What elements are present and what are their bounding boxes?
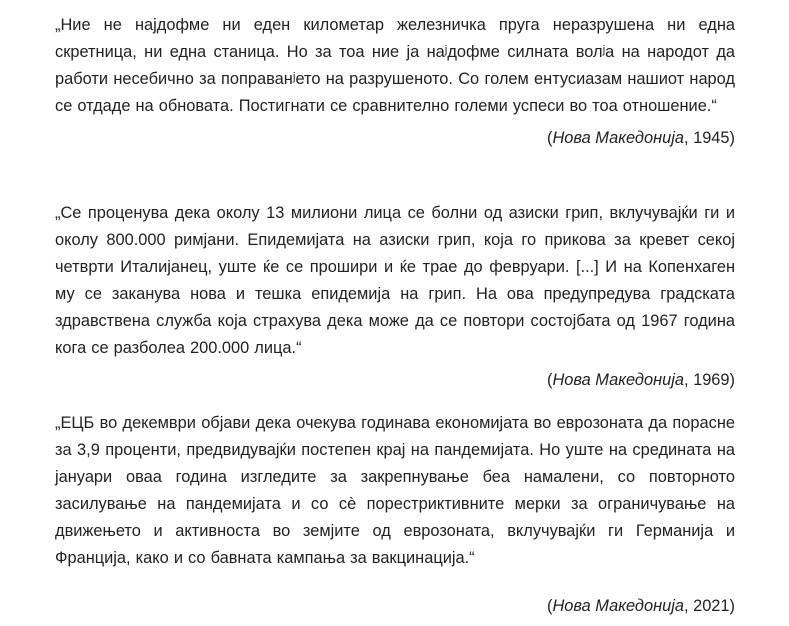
source-year: , 1945)	[683, 129, 735, 147]
quote-text: „Ние не најдофме ни еден километар железничка пруга неразрушена ни една скретница, ни една станица. Но за тоа ние ја наʲдофме силната волʲа на народот да работи несебично за поправанʲето на разрушеното. Со голем ентусиазам нашиот народ се отдаде на обновата. Постигнати се сравнително големи успеси во тоа отношение.“	[55, 16, 735, 115]
quote-source	[55, 595, 735, 617]
source-year: , 2021)	[683, 597, 735, 615]
quote-text: „Се проценува дека околу 13 милиони лица се болни од азиски грип, вклучувајќи ги и околу 800.000 римјани. Епидемијата на азиски грип, која го прикова за кревет секој четврти Италијанец, уште ќе се прошири и ќе трае до февруари. [...] И на Копенхаген му се заканува нова и тешка епидемија на грип. На ова предупредува градската здравствена служба која страхува дека може да се повтори состојбата од 1967 година кога се разболеа 200.000 лица.“	[55, 204, 735, 357]
source-publication: Нова Македонија	[552, 371, 684, 389]
quote-block-1945	[55, 12, 735, 149]
source-year: , 1969)	[683, 371, 735, 389]
source-publication: Нова Македонија	[552, 597, 684, 615]
quote-block-1969	[55, 200, 735, 391]
quote-block-2021	[55, 410, 735, 617]
quote-source	[55, 369, 735, 391]
source-publication: Нова Македонија	[552, 129, 684, 147]
quote-source	[55, 127, 735, 149]
quote-text: „ЕЦБ во декември објави дека очекува годинава економијата во еврозоната да порасне за 3,9 проценти, предвидувајќи постепен крај на пандемијата. Но уште на средината на јануари оваа година изгледите за закрепнување беа намалени, со повторното засилување на пандемијата и со сè порестриктивните мерки за ограничување на движењето и активноста во земјите од еврозоната, вклучувајќи ги Германија и Франција, како и со бавната кампања за вакцинација.“	[55, 414, 735, 567]
source-open: (	[546, 597, 553, 615]
source-open: (	[546, 129, 553, 147]
source-open: (	[546, 371, 553, 389]
